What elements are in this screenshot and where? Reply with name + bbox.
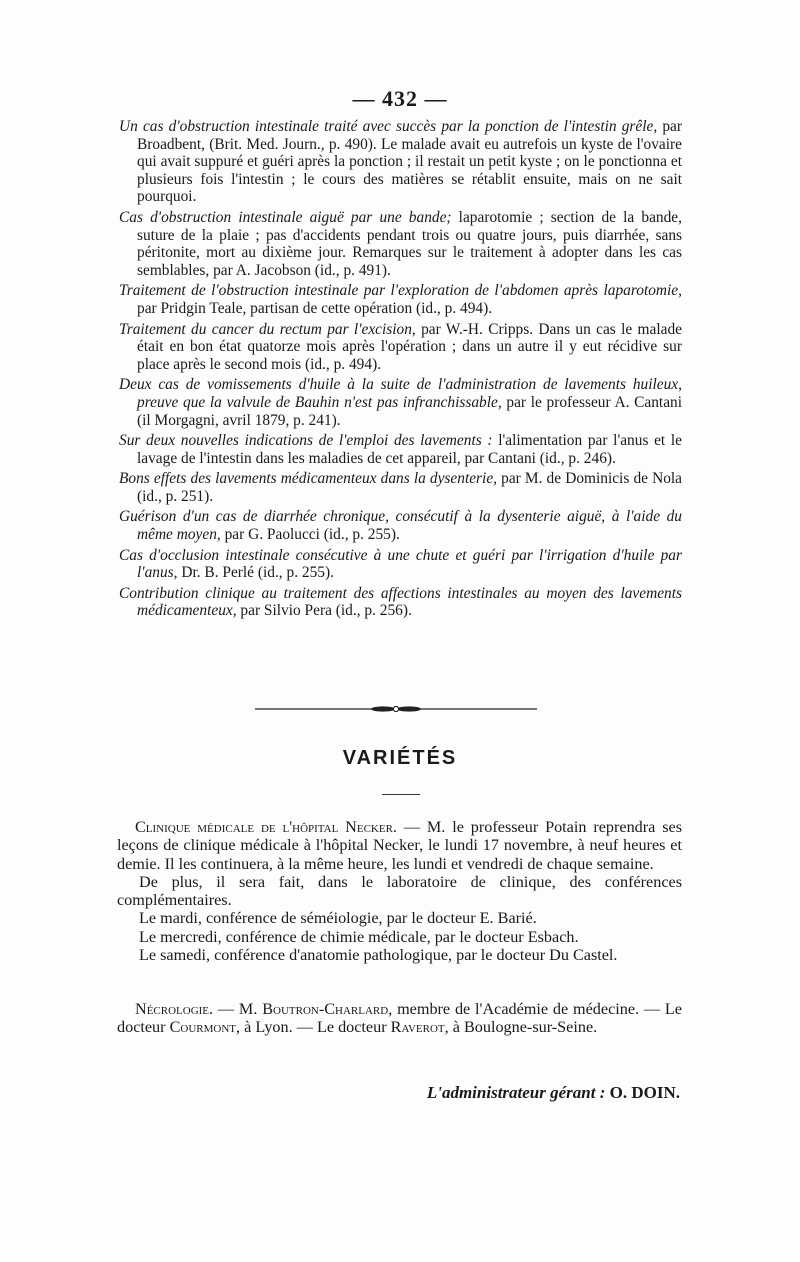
page-number: — 432 — [352, 86, 448, 111]
signature-name: O. DOIN. [605, 1083, 680, 1102]
entry-text: laparotomie ; section de la bande, suture de la plaie ; pas d'accidents pendant trois ou quatre jours, puis diarrhée, sans péritonite, mort au dixième jour. Remarques sur le traitement à adopter dans les cas semblables, par A. Jacobson (id., p. 491). [137, 208, 682, 279]
signature-role: L'administrateur gérant : [426, 1083, 606, 1102]
necrology-name: Boutron-Charlard [262, 1000, 389, 1018]
signature [340, 1083, 680, 1103]
clinique-paragraph: Le mercredi, conférence de chimie médicale, par le docteur Esbach. [139, 927, 579, 946]
entry-title: Guérison d'un cas de diarrhée chronique, consécutif à la dysenterie aiguë, à l'aide du même moyen, [119, 508, 682, 544]
necrology-text: , membre de l'Académie de médecine. — Le docteur [117, 1000, 682, 1037]
clinique-heading: Clinique médicale de l'hôpital Necker. [135, 818, 397, 836]
entry-title: Un cas d'obstruction intestinale traité avec succès par la ponction de l'intestin grêle, [119, 118, 658, 135]
clinique-paragraph [117, 818, 682, 873]
bibliography-entry [119, 432, 682, 467]
clinique-announcement [117, 818, 682, 964]
entry-title: Traitement du cancer du rectum par l'excision, [119, 320, 416, 338]
entry-title: Cas d'obstruction intestinale aiguë par une bande; [119, 208, 452, 226]
bibliography-entry [119, 321, 682, 374]
bibliography-entry [119, 376, 682, 429]
bibliography-entry [119, 209, 682, 279]
entry-title: Cas d'occlusion intestinale consécutive à une chute et guéri par l'irrigation d'huile par l'anus, [119, 546, 682, 582]
bibliography-entry [119, 585, 682, 620]
entry-text: par M. de Dominicis de Nola (id., p. 251). [137, 470, 683, 505]
clinique-text: — M. le professeur Potain reprendra ses leçons de clinique médicale à l'hôpital Necker, le lundi 17 novembre, à neuf heures et demie. Il les continuera, à la même heure, les lundi et vendredi de chaque semaine. [117, 818, 682, 873]
entry-text: par le professeur A. Cantani (il Morgagni, avril 1879, p. 241). [137, 393, 682, 429]
bibliography-entry [119, 118, 682, 206]
entry-title: Traitement de l'obstruction intestinale par l'exploration de l'abdomen après laparotomie, [119, 282, 682, 300]
entry-text: par W.-H. Cripps. Dans un cas le malade était en bon état quatorze mois après l'opération ; dans un autre il y eut récidive sur place après le second mois (id., p. 494). [137, 320, 682, 373]
bibliography-list [119, 118, 682, 623]
ornamental-separator [255, 706, 537, 712]
title-rule [382, 794, 420, 795]
entry-title: Deux cas de vomissements d'huile à la suite de l'administration de lavements huileux, preuve que la valvule de Bauhin n'est pas infranchissable, [119, 376, 682, 411]
clinique-paragraph: Le samedi, conférence d'anatomie pathologique, par le docteur Du Castel. [139, 946, 618, 965]
entry-text: par G. Paolucci (id., p. 255). [220, 526, 400, 544]
entry-text: par Pridgin Teale, partisan de cette opération (id., p. 494). [137, 299, 493, 317]
clinique-paragraph: De plus, il sera fait, dans le laboratoire de clinique, des conférences complémentaires. [117, 872, 682, 910]
entry-title: Sur deux nouvelles indications de l'emploi des lavements : [119, 432, 493, 450]
bibliography-entry [119, 508, 682, 543]
necrology-name: Raverot [390, 1018, 445, 1037]
necrology-text: , à Lyon. — Le docteur [236, 1018, 391, 1037]
necrology-text: , à Boulogne-sur-Seine. [444, 1018, 598, 1037]
bibliography-entry [119, 470, 682, 505]
bibliography-entry [119, 547, 682, 582]
section-title: VARIÉTÉS [342, 747, 458, 769]
entry-text: par Broadbent, (Brit. Med. Journ., p. 490). Le malade avait eu autrefois un kyste de l'ovaire qui avait suppuré et guéri après la ponction ; il restait un petit kyste ; on le ponctionna et plusieurs fois l'intestin ; le cours des matières se rétablit ensuite, mais on ne sait pourquoi. [137, 118, 682, 206]
entry-text: Dr. B. Perlé (id., p. 255). [177, 564, 334, 582]
necrology [117, 1000, 682, 1037]
clinique-paragraph: Le mardi, conférence de séméiologie, par le docteur E. Barié. [139, 909, 537, 928]
bibliography-entry [119, 282, 682, 317]
entry-text: l'alimentation par l'anus et le lavage de l'intestin dans les maladies de cet appareil, par Cantani (id., p. 246). [137, 432, 682, 467]
necrology-heading: Nécrologie. [135, 1000, 214, 1018]
entry-text: par Silvio Pera (id., p. 256). [236, 602, 412, 620]
entry-title: Contribution clinique au traitement des affections intestinales au moyen des lavements médicamenteux, [119, 584, 682, 620]
necrology-text: — M. [213, 1000, 263, 1018]
necrology-name: Courmont [169, 1018, 237, 1037]
entry-title: Bons effets des lavements médicamenteux dans la dysenterie, [119, 470, 498, 488]
